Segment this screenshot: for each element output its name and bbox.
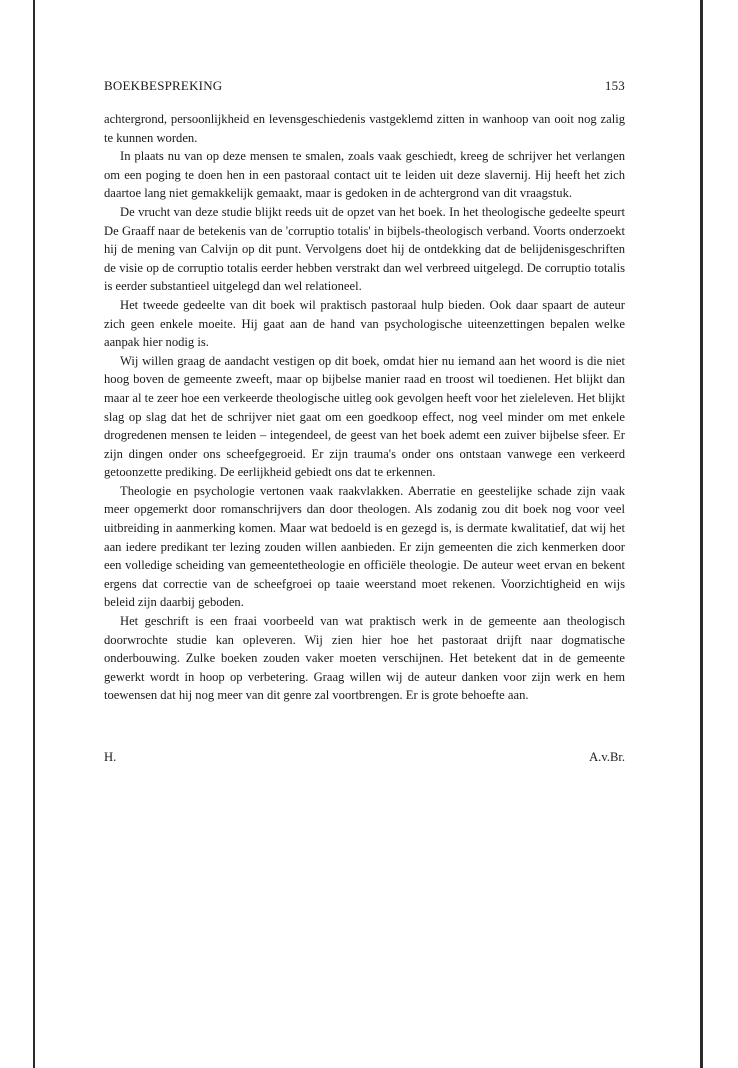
running-header [104,78,625,94]
review-body [104,110,625,705]
paragraph: Wij willen graag de aandacht vestigen op dit boek, omdat hier nu iemand aan het woord is die niet hoog boven de gemeente zweeft, maar op bijbelse manier raad en troost wil toedienen. Het blijkt dan maar al te zeer hoe een verkeerde theologische uitleg ook gevolgen heeft voor het zieleleven. Het blijkt slag op slag dat het de schrijver niet gaat om een goedkoop effect, nog veel minder om met enkele drogredenen mensen te leiden – integendeel, de geest van het boek ademt een zuiver bijbelse sfeer. Er zijn dingen onder ons scheefgegroeid. Er zijn trauma's onder ons ontstaan vanwege een verkeerd getoonzette prediking. De eerlijkheid gebiedt ons dat te erkennen. [104,353,625,480]
paragraph: Het tweede gedeelte van dit boek wil praktisch pastoraal hulp bieden. Ook daar spaart de auteur zich geen enkele moeite. Hij gaat aan de hand van psychologische uiteenzettingen bepalen welke aanpak hier nodig is. [104,297,625,350]
page-edge-left [33,0,35,1068]
signoff-author: A.v.Br. [589,750,625,764]
paragraph: achtergrond, persoonlijkheid en levensgeschiedenis vastgeklemd zitten in wanhoop van ooit nog zalig te kunnen worden. [104,112,625,145]
running-title: BOEKBESPREKING [104,78,223,93]
signoff [104,750,625,765]
signoff-place: H. [104,750,117,764]
page-number: 153 [604,78,625,93]
page-edge-right [700,0,703,1068]
paragraph: Theologie en psychologie vertonen vaak raakvlakken. Aberratie en geestelijke schade zijn vaak meer opgemerkt door romanschrijvers dan door theologen. Als zodanig zou dit boek nog voor veel uitbreiding in aanmerking komen. Maar wat bedoeld is en gezegd is, is dermate kwalitatief, dat wij het aan iedere predikant ter lezing zouden willen aanbieden. Er zijn gemeenten die zich kenmerken door een volledige scheiding van gemeentetheologie en officiële theologie. De auteur weet ervan en bekent ergens dat correctie van de scheefgroei op taaie weerstand moet rekenen. Voorzichtigheid en wijs beleid zijn daarbij geboden. [104,483,625,610]
paragraph: Het geschrift is een fraai voorbeeld van wat praktisch werk in de gemeente aan theologisch doorwrochte studie kan opleveren. Wij zien hier hoe het pastoraat drijft naar dogmatische onderbouwing. Zulke boeken zouden vaker moeten verschijnen. Het betekent dat in de gemeente gewerkt wordt in hoop op verbetering. Graag willen wij de auteur danken voor zijn werk en hem toewensen dat hij nog meer van dit genre zal voortbrengen. Er is grote behoefte aan. [104,614,625,703]
paragraph: De vrucht van deze studie blijkt reeds uit de opzet van het boek. In het theologische gedeelte speurt De Graaff naar de betekenis van de 'corruptio totalis' in bijbels-theologisch verband. Voorts onderzoekt hij de mening van Calvijn op dit punt. Vervolgens doet hij de ontdekking dat de belijdenisgeschriften de visie op de corruptio totalis eerder hebben verstrakt dan wel verbreed uitgelegd. De corruptio totalis is eerder substantieel uitgelegd dan wel relationeel. [104,204,625,294]
paragraph: In plaats nu van op deze mensen te smalen, zoals vaak geschiedt, kreeg de schrijver het verlangen om een poging te doen hen in een pastoraal contact uit te leiden uit deze slavernij. Hij heeft het zich daartoe lang niet gemakkelijk gemaakt, maar is gedoken in de achtergrond van dit vraagstuk. [104,149,625,201]
